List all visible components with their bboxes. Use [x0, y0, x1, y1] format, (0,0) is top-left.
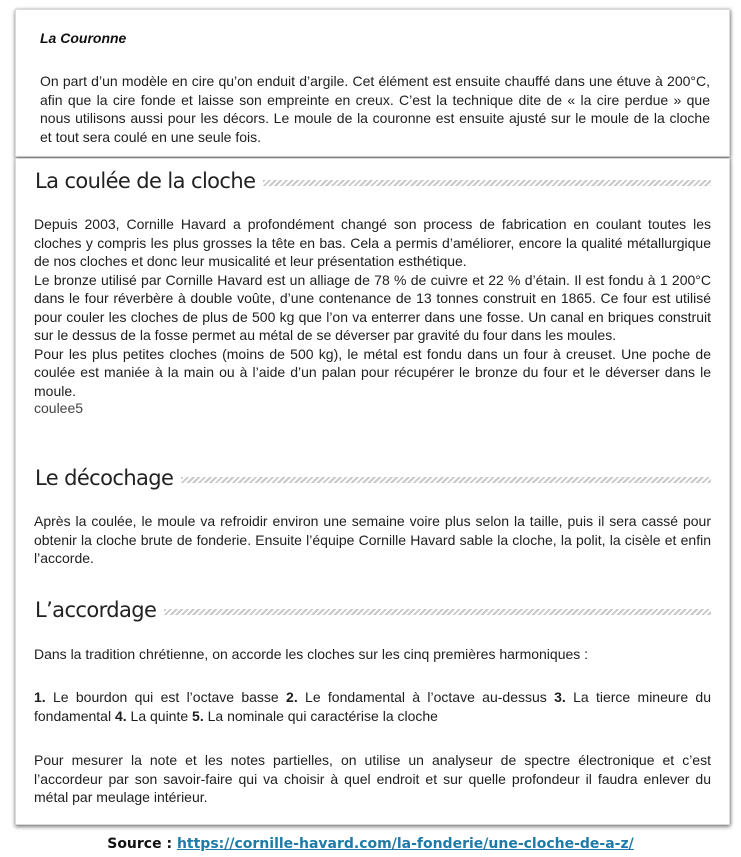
- couronne-title: La Couronne: [40, 30, 127, 46]
- harmonic-number: 2.: [286, 689, 298, 705]
- coulee-paragraph-1: Depuis 2003, Cornille Havard a profondément changé son process de fabrication en coulant toutes les cloches y compris les plus grosses la tête en bas. Cela a permis d’améliorer, encore la qualité métallurgique de nos cloches et donc leur musicalité et leur présentation esthétique.: [34, 216, 711, 269]
- harmonic-text: Le fondamental à l’octave au-dessus: [297, 689, 555, 705]
- harmonic-text: La quinte: [126, 707, 193, 724]
- decochage-paragraph: Après la coulée, le moule va refroidir environ une semaine voire plus selon la taille, puis il sera cassé pour obtenir la cloche brute de fonderie. Ensuite l’équipe Cornille Havard sable la cloche, la polit, la cisèle et enfin l’accorde.: [34, 513, 711, 566]
- harmonic-text: La tierce mineure du fondamental: [34, 689, 711, 724]
- accordage-section-header: [35, 598, 711, 622]
- harmonics-list: [34, 688, 711, 725]
- harmonic-number: 1.: [34, 689, 46, 705]
- coulee-heading: La coulée de la cloche: [35, 169, 256, 193]
- accordage-intro: Dans la tradition chrétienne, on accorde les cloches sur les cinq premières harmoniques :: [34, 646, 589, 662]
- decochage-body: [34, 512, 711, 568]
- harmonics-paragraph: [34, 688, 711, 725]
- source-label: Source :: [107, 836, 177, 852]
- accordage-outro: Pour mesurer la note et les notes partielles, on utilise un analyseur de spectre électronique et c’est l’accordeur par son savoir-faire qui va choisir à quel endroit et sur quelle profondeur il faudra enlever du métal par meulage intérieur.: [34, 752, 711, 805]
- source-link[interactable]: https://cornille-havard.com/la-fonderie/une-cloche-de-a-z/: [176, 836, 634, 852]
- couronne-text: On part d’un modèle en cire qu’on enduit d’argile. Cet élément est ensuite chauffé dans une étuve à 200°C, afin que la cire fonde et laisse son empreinte en creux. C’est la technique dite de « la cire perdue » que nous utilisons aussi pour les décors. Le moule de la couronne est ensuite ajusté sur le moule de la cloche et tout sera coulé en une seule fois.: [40, 73, 710, 145]
- source-line: [0, 836, 741, 852]
- coulee-paragraph-3: Pour les plus petites cloches (moins de 500 kg), le métal est fondu dans un four à creuset. Une poche de coulée est maniée à la main ou à l’aide d’un palan pour récupérer le bronze du four et le déverser dans le moule.: [34, 345, 711, 399]
- harmonic-number: 4.: [114, 707, 127, 724]
- decochage-heading: Le décochage: [35, 466, 174, 490]
- harmonic-number: 3.: [554, 689, 566, 705]
- coulee-section-header: [35, 169, 711, 193]
- image-caption: coulee5: [34, 400, 84, 416]
- coulee-paragraph-2: Le bronze utilisé par Cornille Havard est un alliage de 78 % de cuivre et 22 % d’étain. Il est fondu à 1 200°C dans le four réverbère à double voûte, d’une contenance de 13 tonnes construit en 1865. Ce four est utilisé pour couler les cloches de plus de 500 kg que l’on va enterrer dans une fosse. Un canal en briques construit sur le dessus de la fosse permet au métal de se déverser par gravité du four dans les moules.: [34, 271, 711, 343]
- accordage-heading: L’accordage: [35, 598, 157, 622]
- heading-divider: [164, 609, 711, 615]
- decochage-section-header: [35, 466, 711, 490]
- harmonic-text: La nominale qui caractérise la cloche: [203, 707, 438, 724]
- harmonic-text: Le bourdon qui est l’octave basse: [45, 689, 287, 705]
- heading-divider: [181, 477, 711, 483]
- accordage-outro-block: [34, 751, 711, 807]
- heading-divider: [263, 180, 711, 186]
- accordage-intro-block: [34, 645, 711, 664]
- main-card: [15, 158, 730, 825]
- coulee-body: [34, 215, 711, 416]
- couronne-card: [15, 9, 730, 157]
- harmonic-number: 5.: [192, 707, 204, 724]
